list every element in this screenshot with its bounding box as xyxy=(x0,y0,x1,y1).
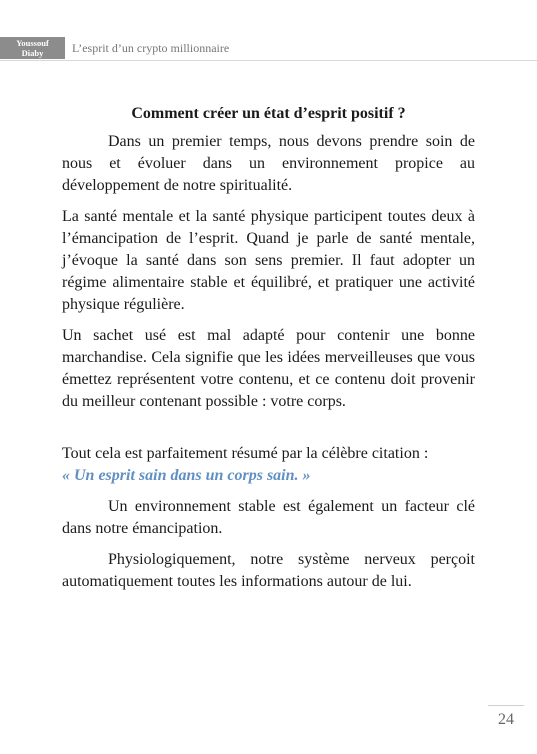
page-number: 24 xyxy=(488,705,524,734)
author-last-name: Diaby xyxy=(21,48,44,58)
header-divider xyxy=(0,60,537,61)
paragraph-5: Un environnement stable est également un facteur clé dans notre émancipation. xyxy=(62,498,475,537)
quote: « Un esprit sain dans un corps sain. » xyxy=(62,467,311,484)
paragraph-3: Un sachet usé est mal adapté pour contenir une bonne marchandise. Cela signifie que les idées merveilleuses que vous émettez représentent votre contenu, et ce contenu doit provenir du meilleur contenant possible : votre corps. xyxy=(62,327,475,410)
book-title: L’esprit d’un crypto millionnaire xyxy=(72,41,230,55)
paragraph-2: La santé mentale et la santé physique participent toutes deux à l’émancipation de l’esprit. Quand je parle de santé mentale, j’évoque la santé dans son sens premier. Il faut adopter un régime alimentaire stable et équilibré, et pratiquer une activité physique régulière. xyxy=(62,208,475,313)
page-body xyxy=(62,103,475,593)
paragraph-4: Tout cela est parfaitement résumé par la célèbre citation : xyxy=(62,445,429,462)
author-label xyxy=(0,37,65,59)
section-heading: Comment créer un état d’esprit positif ? xyxy=(131,105,406,122)
author-first-name: Youssouf xyxy=(16,38,49,48)
paragraph-1: Dans un premier temps, nous devons prendre soin de nous et évoluer dans un environnement propice au développement de notre spiritualité. xyxy=(62,133,475,194)
paragraph-6: Physiologiquement, notre système nerveux perçoit automatiquement toutes les informations autour de lui. xyxy=(62,551,475,590)
